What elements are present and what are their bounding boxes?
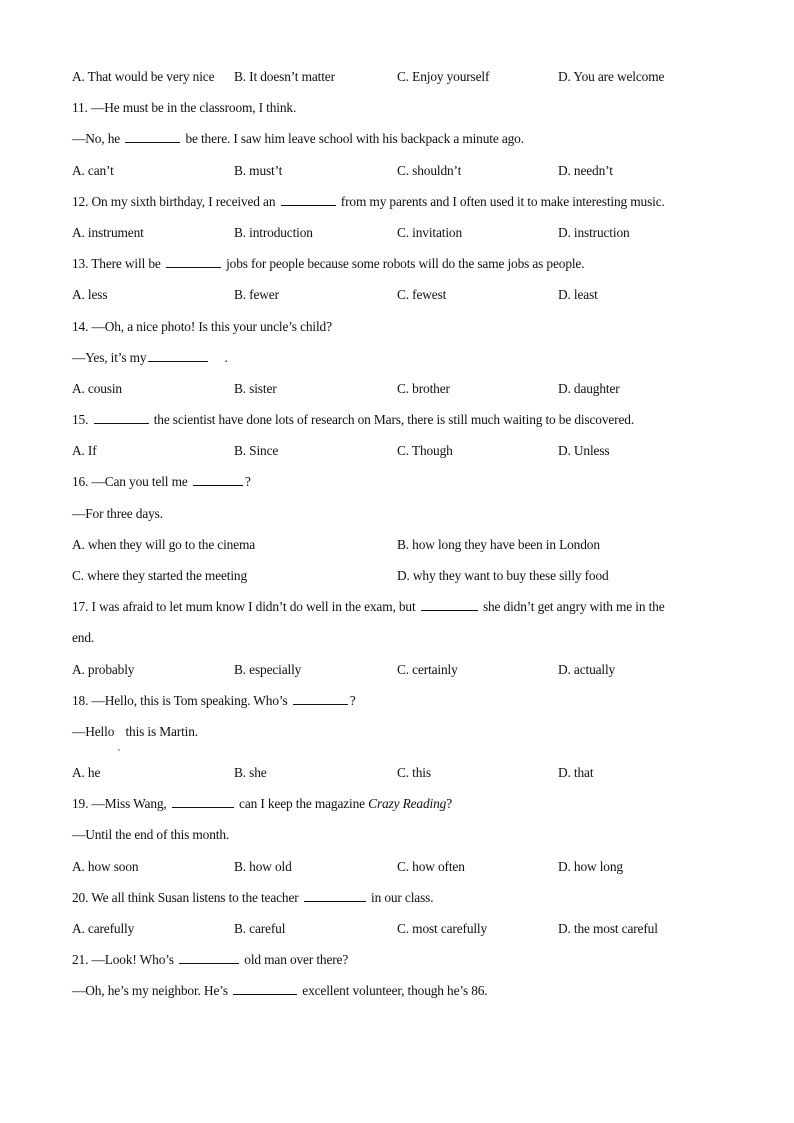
q10-option-b[interactable]: B. It doesn’t matter bbox=[234, 69, 335, 84]
q19-option-d[interactable]: D. how long bbox=[558, 858, 623, 874]
q18-response bbox=[72, 721, 722, 762]
q20-stem-end: in our class. bbox=[371, 889, 434, 905]
q11-option-b[interactable]: B. must’t bbox=[234, 162, 283, 178]
q12-stem-start: 12. On my sixth birthday, I received an bbox=[72, 193, 276, 209]
q18-option-a[interactable]: A. he bbox=[72, 764, 101, 780]
q13-option-c[interactable]: C. fewest bbox=[397, 287, 447, 303]
q12-option-d[interactable]: D. instruction bbox=[558, 224, 630, 240]
q17-options bbox=[72, 659, 722, 690]
q20-option-c[interactable]: C. most carefully bbox=[397, 920, 488, 936]
q15-option-d[interactable]: D. Unless bbox=[558, 443, 610, 459]
q14-option-b[interactable]: B. sister bbox=[234, 380, 277, 396]
q14-options bbox=[72, 378, 722, 409]
q13-blank[interactable] bbox=[166, 254, 221, 268]
q21-stem-start: 21. —Look! Who’s bbox=[72, 952, 174, 968]
q18-stem bbox=[72, 690, 722, 721]
q11-blank[interactable] bbox=[125, 129, 180, 143]
q10-option-d[interactable]: D. You are welcome bbox=[558, 69, 665, 84]
q14-stem: 14. —Oh, a nice photo! Is this your uncle’s child? bbox=[72, 318, 332, 334]
q14-option-d[interactable]: D. daughter bbox=[558, 380, 620, 396]
q12-options bbox=[72, 222, 722, 253]
q11-options bbox=[72, 160, 722, 191]
q21-response bbox=[72, 980, 722, 1011]
q18-blank[interactable] bbox=[293, 691, 348, 705]
q13-stem-start: 13. There will be bbox=[72, 256, 161, 272]
q19-blank[interactable] bbox=[172, 794, 234, 808]
q17-stem bbox=[72, 596, 722, 627]
q18-option-b[interactable]: B. she bbox=[234, 764, 267, 780]
q20-option-a[interactable]: A. carefully bbox=[72, 920, 135, 936]
q21-stem bbox=[72, 949, 722, 980]
q18-options bbox=[72, 762, 722, 793]
q13-option-a[interactable]: A. less bbox=[72, 287, 108, 303]
q13-stem-end: jobs for people because some robots will do the same jobs as people. bbox=[226, 256, 585, 272]
q12-option-a[interactable]: A. instrument bbox=[72, 224, 144, 240]
q16-stem-end: ? bbox=[244, 474, 251, 490]
q18-comma-mark: , bbox=[118, 742, 120, 752]
q17-stem-start: 17. I was afraid to let mum know I didn’t do well in the exam, but bbox=[72, 599, 416, 615]
q19-option-a[interactable]: A. how soon bbox=[72, 858, 139, 874]
q21-blank-2[interactable] bbox=[233, 981, 297, 995]
q16-response: —For three days. bbox=[72, 505, 163, 521]
q19-stem-middle: can I keep the magazine bbox=[239, 796, 365, 812]
q21-blank-1[interactable] bbox=[179, 950, 239, 964]
q14-response-end: . bbox=[224, 349, 228, 365]
q14-option-c[interactable]: C. brother bbox=[397, 380, 450, 396]
q12-blank[interactable] bbox=[281, 192, 336, 206]
q16-option-a[interactable]: A. when they will go to the cinema bbox=[72, 536, 256, 552]
q15-option-c[interactable]: C. Though bbox=[397, 443, 453, 459]
q11-option-a[interactable]: A. can’t bbox=[72, 162, 114, 178]
q14-response-start: —Yes, it’s my bbox=[72, 349, 147, 365]
q13-option-d[interactable]: D. least bbox=[558, 287, 598, 303]
q11-option-c[interactable]: C. shouldn’t bbox=[397, 162, 462, 178]
q17-option-d[interactable]: D. actually bbox=[558, 661, 616, 677]
q10-option-c[interactable]: C. Enjoy yourself bbox=[397, 69, 490, 84]
q10-options bbox=[72, 66, 722, 97]
q15-option-a[interactable]: A. If bbox=[72, 443, 97, 459]
q19-stem bbox=[72, 793, 722, 824]
q19-options bbox=[72, 856, 722, 887]
q14-option-a[interactable]: A. cousin bbox=[72, 380, 122, 396]
q19-option-b[interactable]: B. how old bbox=[234, 858, 292, 874]
q15-stem-end: the scientist have done lots of research on Mars, there is still much waiting to be discovered. bbox=[153, 412, 635, 428]
q11-stem: 11. —He must be in the classroom, I think. bbox=[72, 100, 297, 116]
q17-option-c[interactable]: C. certainly bbox=[397, 661, 458, 677]
q18-stem-start: 18. —Hello, this is Tom speaking. Who’s bbox=[72, 692, 288, 708]
q16-options-row2 bbox=[72, 565, 722, 596]
q19-magazine-title: Crazy Reading bbox=[368, 796, 447, 812]
q16-option-d[interactable]: D. why they want to buy these silly food bbox=[397, 568, 609, 583]
q19-response: —Until the end of this month. bbox=[72, 827, 230, 843]
q15-blank[interactable] bbox=[94, 410, 149, 424]
worksheet-page bbox=[72, 66, 722, 1011]
q20-options bbox=[72, 918, 722, 949]
q16-option-c[interactable]: C. where they started the meeting bbox=[72, 568, 248, 583]
q20-stem bbox=[72, 887, 722, 918]
q17-option-b[interactable]: B. especially bbox=[234, 661, 302, 677]
q13-stem bbox=[72, 253, 722, 284]
q10-option-a[interactable]: A. That would be very nice bbox=[72, 69, 215, 84]
q11-response-start: —No, he bbox=[72, 131, 121, 147]
q17-option-a[interactable]: A. probably bbox=[72, 661, 135, 677]
q15-options bbox=[72, 440, 722, 471]
q15-option-b[interactable]: B. Since bbox=[234, 443, 279, 459]
q16-option-b[interactable]: B. how long they have been in London bbox=[397, 536, 600, 552]
q20-option-b[interactable]: B. careful bbox=[234, 920, 286, 936]
q19-option-c[interactable]: C. how often bbox=[397, 858, 465, 874]
q21-stem-end: old man over there? bbox=[244, 952, 349, 968]
q19-stem-end: ? bbox=[446, 796, 452, 812]
q11-option-d[interactable]: D. needn’t bbox=[558, 162, 613, 178]
q16-blank[interactable] bbox=[193, 472, 243, 486]
q20-stem-start: 20. We all think Susan listens to the teacher bbox=[72, 889, 299, 905]
q14-response bbox=[72, 347, 722, 378]
q19-stem-start: 19. —Miss Wang, bbox=[72, 796, 167, 812]
q11-response-end: be there. I saw him leave school with his backpack a minute ago. bbox=[185, 131, 524, 147]
q18-option-c[interactable]: C. this bbox=[397, 764, 431, 780]
q20-blank[interactable] bbox=[304, 888, 366, 902]
q18-response-end: this is Martin. bbox=[125, 723, 198, 739]
q16-options-row1 bbox=[72, 534, 722, 565]
q21-response-end: excellent volunteer, though he’s 86. bbox=[302, 983, 488, 999]
q12-option-c[interactable]: C. invitation bbox=[397, 224, 463, 240]
q12-stem-end: from my parents and I often used it to make interesting music. bbox=[340, 193, 665, 209]
q18-option-d[interactable]: D. that bbox=[558, 764, 594, 780]
q20-option-d[interactable]: D. the most careful bbox=[558, 920, 658, 936]
q12-option-b[interactable]: B. introduction bbox=[234, 224, 313, 240]
q11-response bbox=[72, 128, 722, 159]
q15-stem-start: 15. bbox=[72, 412, 89, 428]
q13-options bbox=[72, 284, 722, 315]
q17-stem-end: she didn’t get angry with me in the bbox=[482, 599, 665, 615]
q18-stem-end: ? bbox=[349, 692, 356, 708]
q16-stem-start: 16. —Can you tell me bbox=[72, 474, 188, 490]
q14-blank[interactable] bbox=[148, 348, 208, 362]
q13-option-b[interactable]: B. fewer bbox=[234, 287, 279, 303]
q17-blank[interactable] bbox=[421, 597, 478, 611]
q17-stem-continued: end. bbox=[72, 630, 95, 646]
q16-stem bbox=[72, 471, 722, 502]
q18-response-start: —Hello bbox=[72, 723, 115, 739]
q21-response-start: —Oh, he’s my neighbor. He’s bbox=[72, 983, 228, 999]
q12-stem bbox=[72, 191, 722, 222]
q15-stem bbox=[72, 409, 722, 440]
